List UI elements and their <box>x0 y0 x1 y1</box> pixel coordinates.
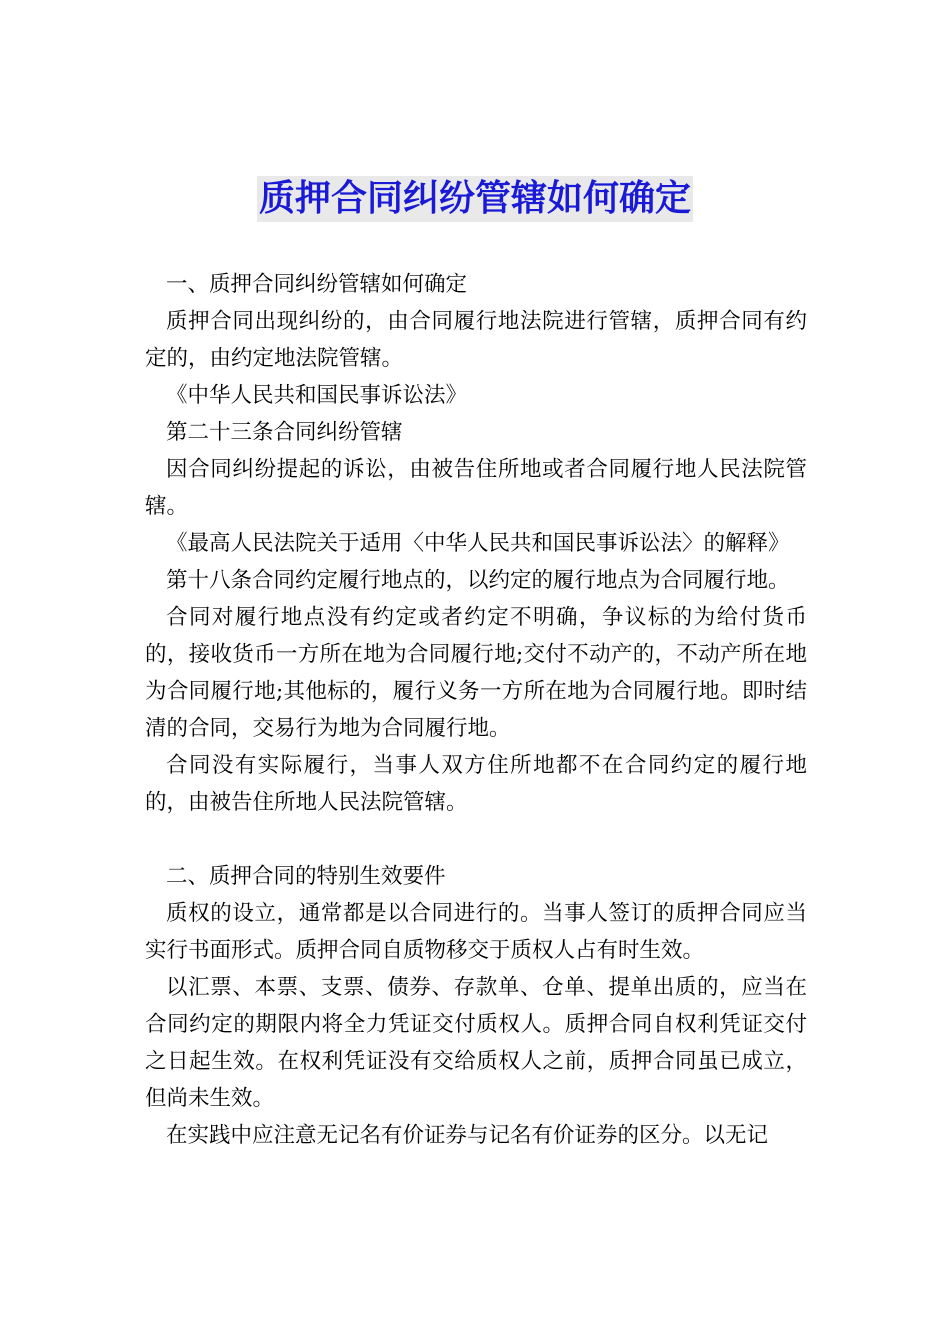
law-title: 《中华人民共和国民事诉讼法》 <box>166 383 468 408</box>
law-title: 《最高人民法院关于适用〈中华人民共和国民事诉讼法〉的解释》 <box>166 531 790 556</box>
paragraph: 第十八条合同约定履行地点的，以约定的履行地点为合同履行地。 <box>166 568 790 593</box>
article-heading: 第二十三条合同纠纷管辖 <box>166 420 403 445</box>
paragraph: 合同没有实际履行，当事人双方住所地都不在合同约定的履行地的，由被告住所地人民法院管辖。 <box>145 753 807 815</box>
paragraph: 合同对履行地点没有约定或者约定不明确，争议标的为给付货币的，接收货币一方所在地为合同履行地;交付不动产的，不动产所在地为合同履行地;其他标的，履行义务一方所在地为合同履行地。即时结清的合同，交易行为地为合同履行地。 <box>145 605 807 741</box>
paragraph: 因合同纠纷提起的诉讼，由被告住所地或者合同履行地人民法院管辖。 <box>145 457 807 519</box>
title-area <box>0 176 950 222</box>
section-spacer <box>145 821 807 858</box>
paragraph: 以汇票、本票、支票、债券、存款单、仓单、提单出质的，应当在合同约定的期限内将全力凭证交付质权人。质押合同自权利凭证交付之日起生效。在权利凭证没有交给质权人之前，质押合同虽已成立，但尚未生效。 <box>145 975 807 1111</box>
paragraph: 在实践中应注意无记名有价证券与记名有价证券的区分。以无记 <box>166 1123 769 1148</box>
document-body <box>145 266 807 1154</box>
section-1-heading: 一、质押合同纠纷管辖如何确定 <box>166 272 468 297</box>
section-2-heading: 二、质押合同的特别生效要件 <box>166 864 446 889</box>
paragraph: 质押合同出现纠纷的，由合同履行地法院进行管辖，质押合同有约定的，由约定地法院管辖。 <box>145 309 807 371</box>
paragraph: 质权的设立，通常都是以合同进行的。当事人签订的质押合同应当实行书面形式。质押合同自质物移交于质权人占有时生效。 <box>145 901 807 963</box>
document-title: 质押合同纠纷管辖如何确定 <box>257 176 693 222</box>
